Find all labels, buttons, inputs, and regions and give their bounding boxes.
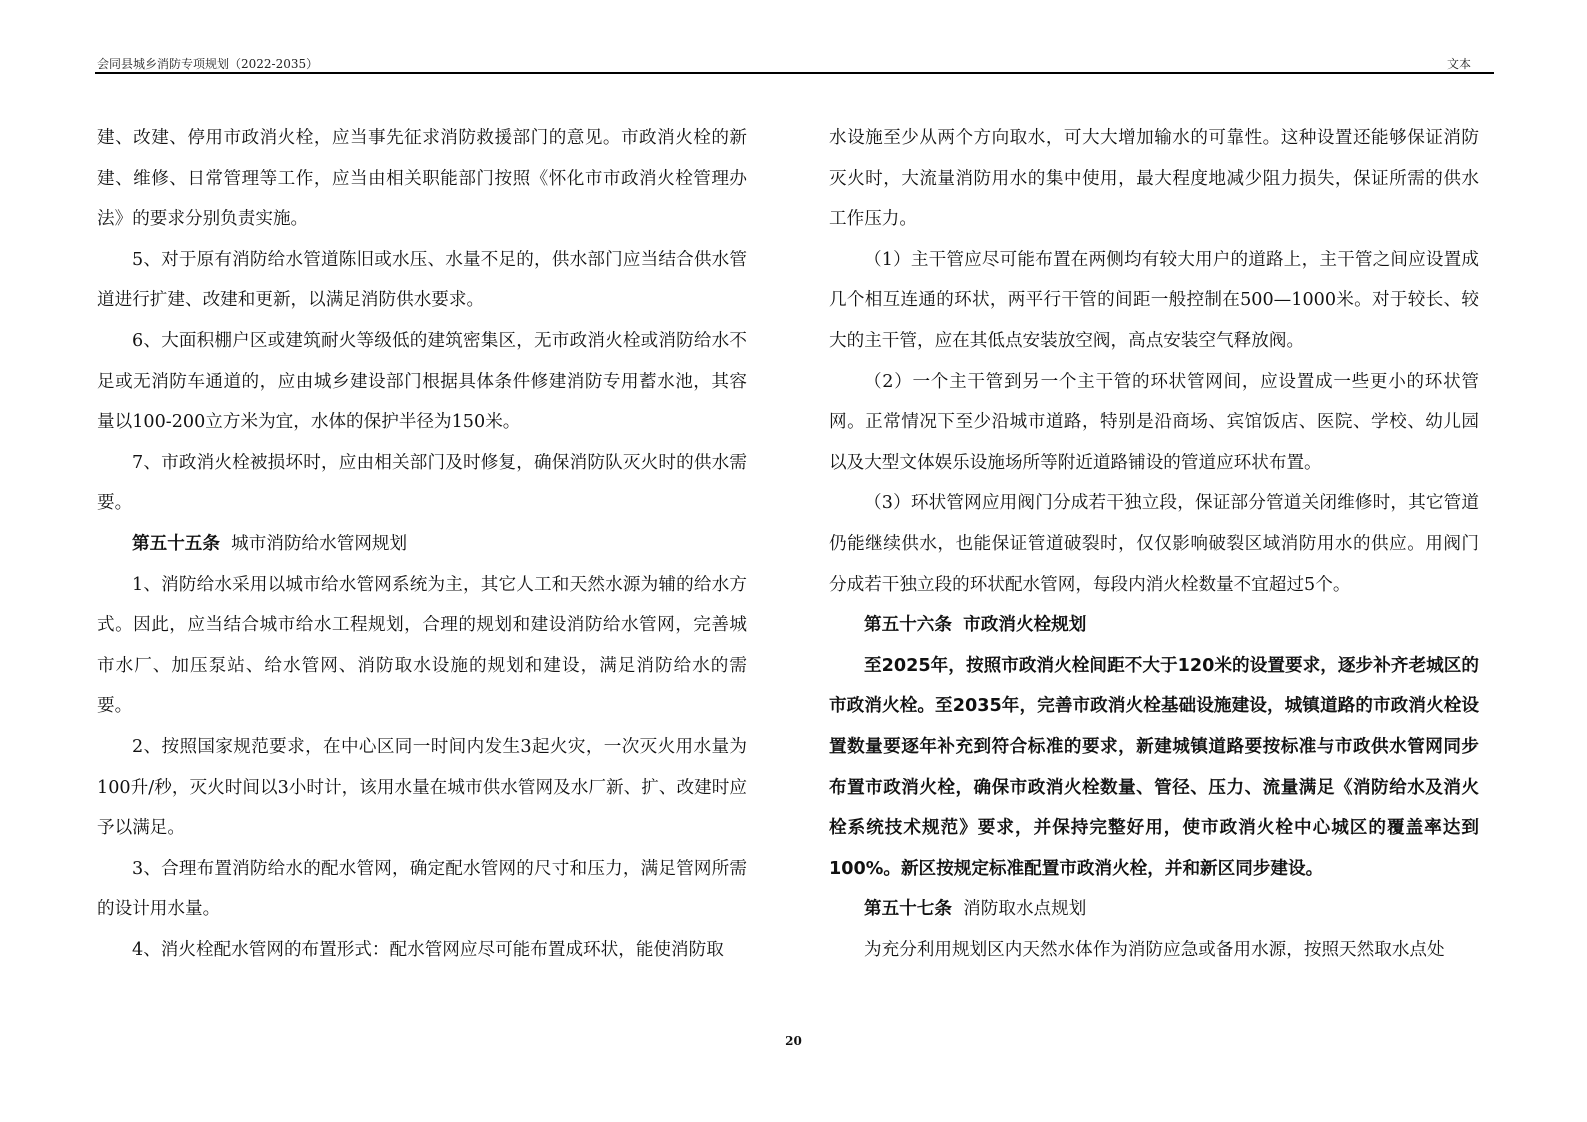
paragraph: 水设施至少从两个方向取水，可大大增加输水的可靠性。这种设置还能够保证消防灭火时，大流量消防用水的集中使用，最大程度地减少阻力损失，保证所需的供水工作压力。 xyxy=(829,128,1479,230)
article-title: 消防取水点规划 xyxy=(963,899,1087,920)
paragraph: 7、市政消火栓被损坏时，应由相关部门及时修复，确保消防队灭火时的供水需要。 xyxy=(97,452,747,514)
article-heading xyxy=(97,524,747,565)
article-number: 第五十六条 xyxy=(864,615,952,636)
paragraph: （3）环状管网应用阀门分成若干独立段，保证部分管道关闭维修时，其它管道仍能继续供水，也能保证管道破裂时，仅仅影响破裂区域消防用水的供应。用阀门分成若干独立段的环状配水管网，每段内消火栓数量不宜超过5个。 xyxy=(829,493,1479,595)
article-heading xyxy=(829,889,1479,930)
paragraph: 1、消防给水采用以城市给水管网系统为主，其它人工和天然水源为辅的给水方式。因此，应当结合城市给水工程规划，合理的规划和建设消防给水管网，完善城市水厂、加压泵站、给水管网、消防取水设施的规划和建设，满足消防给水的需要。 xyxy=(97,574,747,717)
article-title: 市政消火栓规划 xyxy=(963,615,1087,636)
paragraph: 为充分利用规划区内天然水体作为消防应急或备用水源，按照天然取水点处 xyxy=(864,939,1445,960)
paragraph: 3、合理布置消防给水的配水管网，确定配水管网的尺寸和压力，满足管网所需的设计用水量。 xyxy=(97,858,747,920)
paragraph: 4、消火栓配水管网的布置形式：配水管网应尽可能布置成环状，能使消防取 xyxy=(132,939,724,960)
article-title: 城市消防给水管网规划 xyxy=(231,533,408,554)
article-heading xyxy=(829,605,1479,646)
paragraph: 2、按照国家规范要求，在中心区同一时间内发生3起火灾，一次灭火用水量为100升/秒，灭火时间以3小时计，该用水量在城市供水管网及水厂新、扩、改建时应予以满足。 xyxy=(97,736,747,839)
paragraph: （2）一个主干管到另一个主干管的环状管网间，应设置成一些更小的环状管网。正常情况下至少沿城市道路，特别是沿商场、宾馆饭店、医院、学校、幼儿园以及大型文体娱乐设施场所等附近道路铺设的管道应环状布置。 xyxy=(829,371,1479,473)
paragraph: 6、大面积棚户区或建筑耐火等级低的建筑密集区，无市政消火栓或消防给水不足或无消防车通道的，应由城乡建设部门根据具体条件修建消防专用蓄水池，其容量以100-200立方米为宜，水体的保护半径为150米。 xyxy=(97,330,747,433)
running-header-doc-type: 文本 xyxy=(1447,57,1472,71)
paragraph: 建、改建、停用市政消火栓，应当事先征求消防救援部门的意见。市政消火栓的新建、维修、日常管理等工作，应当由相关职能部门按照《怀化市市政消火栓管理办法》的要求分别负责实施。 xyxy=(97,128,747,230)
paragraph: （1）主干管应尽可能布置在两侧均有较大用户的道路上，主干管之间应设置成几个相互连通的环状，两平行干管的间距一般控制在500—1000米。对于较长、较大的主干管，应在其低点安装放空阀，高点安装空气释放阀。 xyxy=(829,249,1479,351)
bold-paragraph: 至2025年，按照市政消火栓间距不大于120米的设置要求，逐步补齐老城区的市政消火栓。至2035年，完善市政消火栓基础设施建设，城镇道路的市政消火栓设置数量要逐年补充到符合标准的要求，新建城镇道路要按标准与市政供水管网同步布置市政消火栓，确保市政消火栓数量、管径、压力、流量满足《消防给水及消火栓系统技术规范》要求，并保持完整好用，使市政消火栓中心城区的覆盖率达到100%。新区按规定标准配置市政消火栓，并和新区同步建设。 xyxy=(829,655,1479,879)
page-number: 20 xyxy=(785,1034,802,1048)
running-header-title: 会同县城乡消防专项规划（2022-2035） xyxy=(97,57,319,71)
left-column xyxy=(97,118,747,970)
right-column xyxy=(829,118,1479,970)
paragraph: 5、对于原有消防给水管道陈旧或水压、水量不足的，供水部门应当结合供水管道进行扩建、改建和更新，以满足消防供水要求。 xyxy=(97,249,747,311)
article-number: 第五十五条 xyxy=(132,533,220,554)
header-rule xyxy=(95,72,1494,74)
article-number: 第五十七条 xyxy=(864,899,952,920)
